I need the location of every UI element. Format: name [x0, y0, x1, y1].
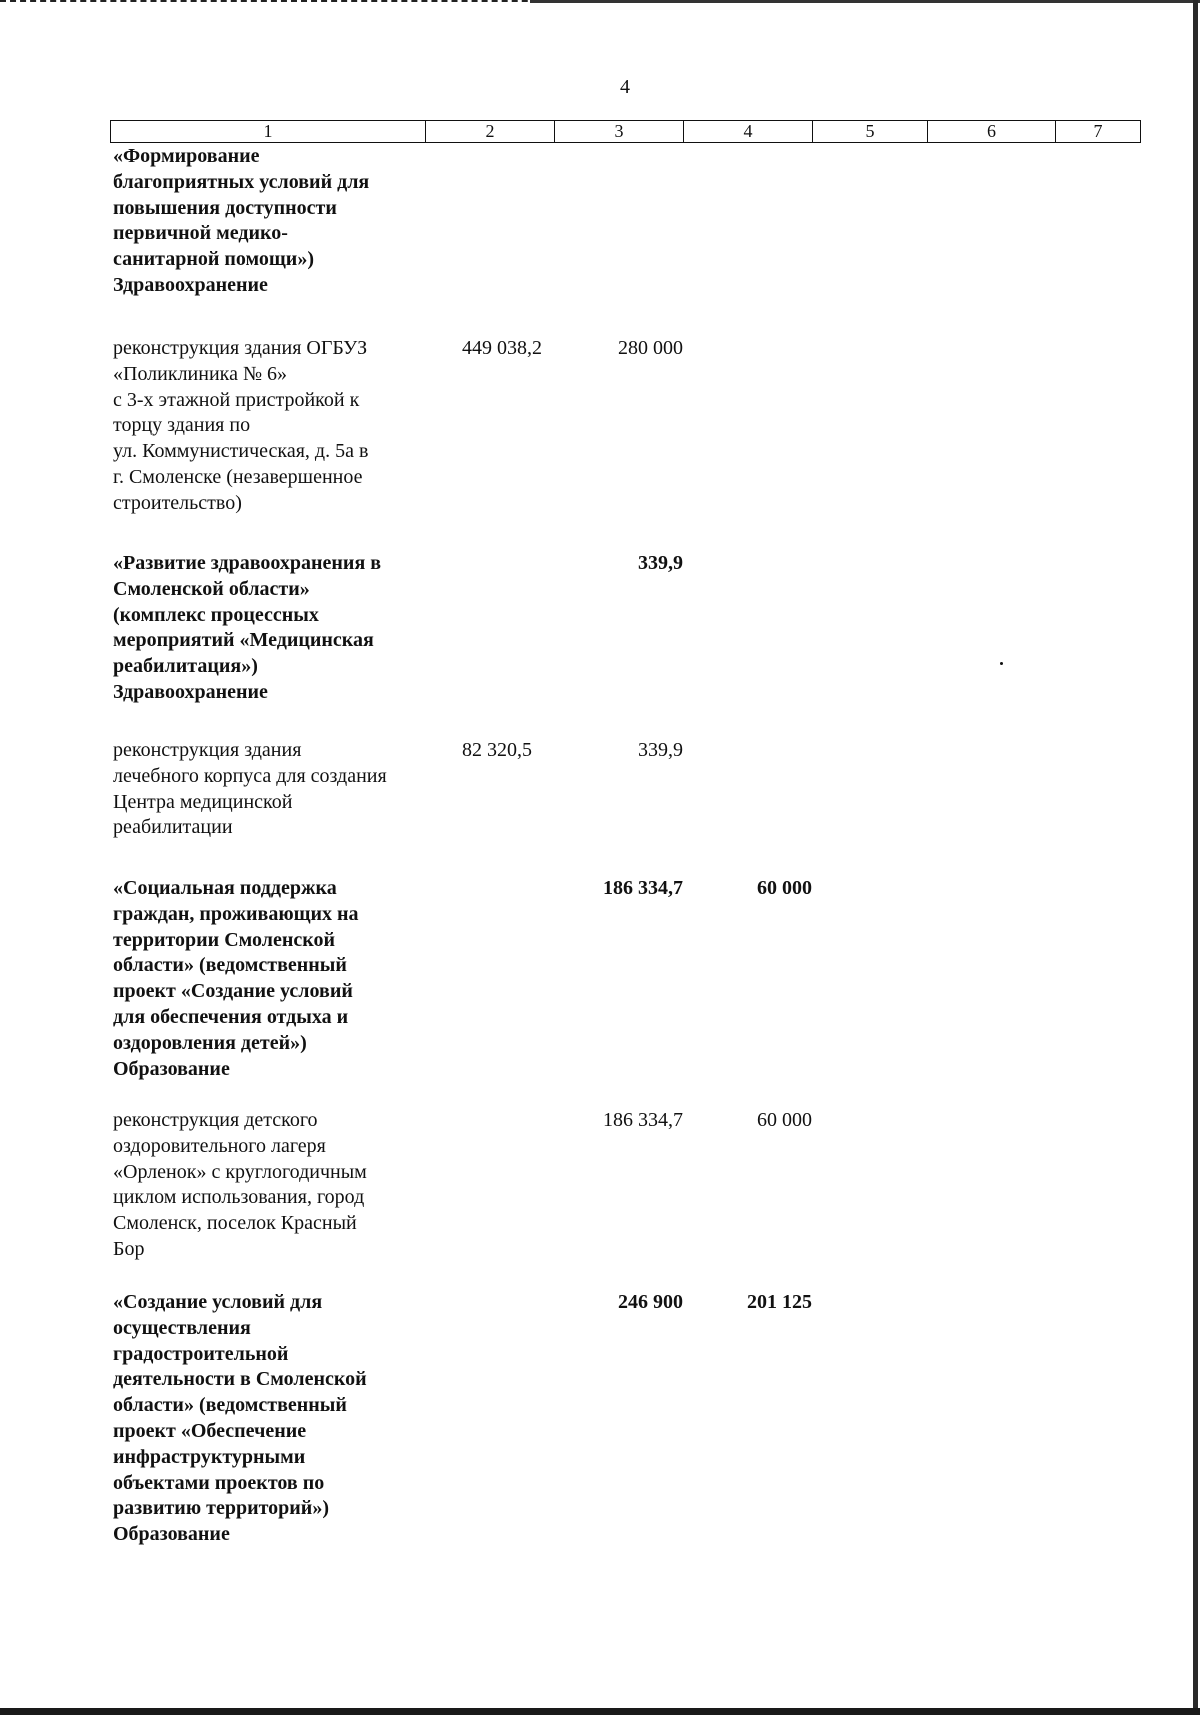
row-3-col3: 339,9: [638, 739, 683, 761]
table-header-row: [110, 120, 1141, 143]
row-5-text: реконструкция детского оздоровительного лагеря «Орленок» с круглогодичным циклом использования, город Смоленск, поселок Красный Бор: [113, 1109, 367, 1260]
row-3-text: реконструкция здания лечебного корпуса для создания Центра медицинской реабилитации: [113, 739, 387, 839]
page-number: 4: [620, 76, 630, 98]
row-1-col2: 449 038,2: [462, 337, 542, 359]
row-6-col3: 246 900: [618, 1291, 683, 1313]
row-5-col4: 60 000: [757, 1109, 812, 1131]
row-6-text: «Создание условий для осуществления градостроительной деятельности в Смоленской области» (ведомственный проект «Обеспечение инфраструктурными объектами проектов по развитию территорий») Образование: [113, 1291, 367, 1546]
row-4-col4: 60 000: [757, 877, 812, 899]
header-col-1: 1: [263, 121, 273, 141]
header-col-2: 2: [425, 121, 554, 142]
header-col-7: 7: [1055, 121, 1140, 142]
row-0-text: «Формирование благоприятных условий для повышения доступности первичной медико- санитарной помощи») Здравоохранение: [113, 145, 370, 296]
row-1-col3: 280 000: [618, 337, 683, 359]
header-col-5: 5: [812, 121, 927, 142]
row-4-col3: 186 334,7: [603, 877, 683, 899]
header-col-3: 3: [554, 121, 683, 142]
row-5-col3: 186 334,7: [603, 1109, 683, 1131]
row-1-text: реконструкция здания ОГБУЗ «Поликлиника № 6» с 3-х этажной пристройкой к торцу здания по ул. Коммунистическая, д. 5а в г. Смоленске (незавершенное строительство): [113, 337, 369, 514]
row-4-text: «Социальная поддержка граждан, проживающих на территории Смоленской области» (ведомственный проект «Создание условий для обеспечения отдыха и оздоровления детей») Образование: [113, 877, 359, 1080]
header-col-6: 6: [927, 121, 1055, 142]
scan-border-bottom: [0, 1708, 1200, 1715]
scan-border-top-right: [530, 0, 1200, 4]
scan-border-right: [1193, 0, 1198, 1715]
row-3-col2: 82 320,5: [462, 739, 532, 761]
row-6-col4: 201 125: [747, 1291, 812, 1313]
row-2-text: «Развитие здравоохранения в Смоленской области» (комплекс процессных мероприятий «Медицинская реабилитация») Здравоохранение: [113, 552, 382, 703]
row-2-col3: 339,9: [638, 552, 683, 574]
scan-speck: [1000, 662, 1003, 665]
header-col-4: 4: [683, 121, 812, 142]
